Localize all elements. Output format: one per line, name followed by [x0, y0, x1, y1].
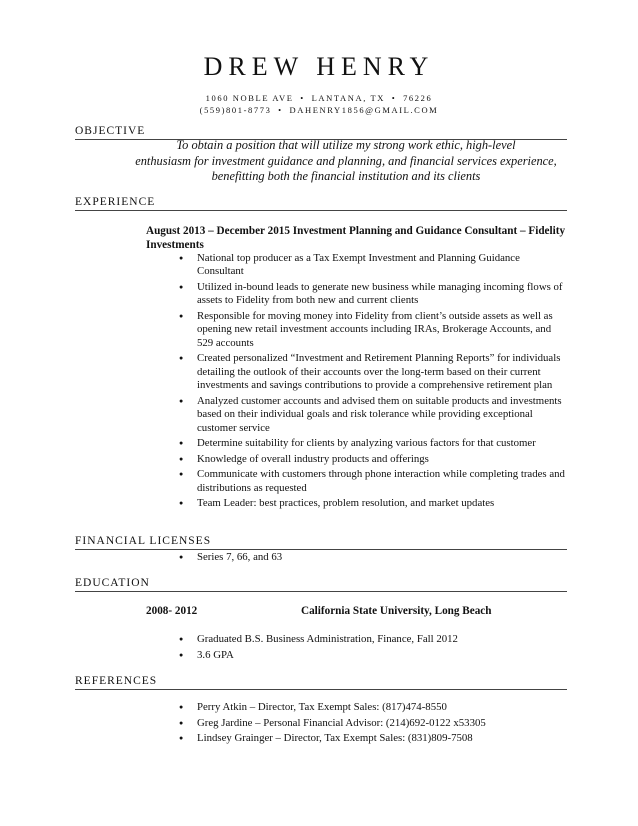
phone-number: (559)801-8773: [199, 105, 272, 115]
section-title-references: REFERENCES: [75, 675, 158, 687]
section-divider: [75, 591, 567, 592]
education-school: California State University, Long Beach: [301, 605, 492, 617]
list-item: ● Perry Atkin – Director, Tax Exempt Sales: (817)474-8550: [180, 701, 565, 714]
separator-dot: •: [278, 105, 283, 115]
objective-line: To obtain a position that will utilize my strong work ethic, high-level: [176, 138, 516, 152]
education-bullet-list: [180, 633, 565, 664]
candidate-name: DREW HENRY: [203, 52, 435, 81]
list-item: ● Responsible for moving money into Fidelity from client’s outside assets as well as opening new retail investment accounts including IRAs, Brokerage Accounts, and 529 accounts: [180, 310, 565, 350]
section-divider: [75, 549, 567, 550]
address-city: LANTANA, TX: [311, 93, 386, 103]
section-title-licenses: FINANCIAL LICENSES: [75, 535, 212, 547]
list-item: ● Communicate with customers through phone interaction while completing trades and distributions as requested: [180, 468, 565, 495]
list-item: ● Team Leader: best practices, problem resolution, and market updates: [180, 497, 565, 510]
list-item: ● Lindsey Grainger – Director, Tax Exempt Sales: (831)809-7508: [180, 732, 565, 745]
list-item: ● National top producer as a Tax Exempt Investment and Planning Guidance Consultant: [180, 252, 565, 279]
email-address: DAHENRY1856@GMAIL.COM: [289, 105, 439, 115]
list-item: ● Created personalized “Investment and Retirement Planning Reports” for individuals detailing the outlook of their accounts over the long-term based on their current investments and savings contributions to provide a comprehensive retirement plan: [180, 352, 565, 392]
list-item: ● Graduated B.S. Business Administration, Finance, Fall 2012: [180, 633, 565, 646]
address-street: 1060 NOBLE AVE: [205, 93, 294, 103]
section-title-objective: OBJECTIVE: [75, 125, 146, 137]
experience-bullet-list: [180, 252, 565, 513]
list-item: ● 3.6 GPA: [180, 649, 565, 662]
address-line: [0, 93, 638, 103]
list-item: ● Determine suitability for clients by analyzing various factors for that customer: [180, 437, 565, 450]
list-item: ● Knowledge of overall industry products and offerings: [180, 453, 565, 466]
list-item: ● Greg Jardine – Personal Financial Advisor: (214)692-0122 x53305: [180, 717, 565, 730]
section-title-experience: EXPERIENCE: [75, 196, 156, 208]
job-heading: August 2013 – December 2015 Investment Planning and Guidance Consultant – Fidelity Investments: [146, 225, 566, 251]
licenses-bullet-list: [180, 551, 565, 567]
list-item: ● Utilized in-bound leads to generate new business while managing incoming flows of assets to Fidelity from both new and current clients: [180, 281, 565, 308]
separator-dot: •: [300, 93, 305, 103]
objective-line: enthusiasm for investment guidance and planning, and financial services experience,: [135, 153, 557, 168]
education-years: 2008- 2012: [146, 605, 198, 617]
list-item: ● Series 7, 66, and 63: [180, 551, 565, 564]
section-divider: [75, 210, 567, 211]
section-title-education: EDUCATION: [75, 577, 150, 589]
objective-line: benefitting both the financial institution and its clients: [211, 169, 481, 183]
contact-line: [0, 105, 638, 115]
separator-dot: •: [391, 93, 397, 103]
references-bullet-list: [180, 701, 565, 748]
section-divider: [75, 689, 567, 690]
list-item: ● Analyzed customer accounts and advised them on suitable products and investments based on their individual goals and risk tolerance while providing exceptional customer service: [180, 395, 565, 435]
objective-text: [120, 138, 572, 185]
address-zip: 76226: [403, 93, 433, 103]
